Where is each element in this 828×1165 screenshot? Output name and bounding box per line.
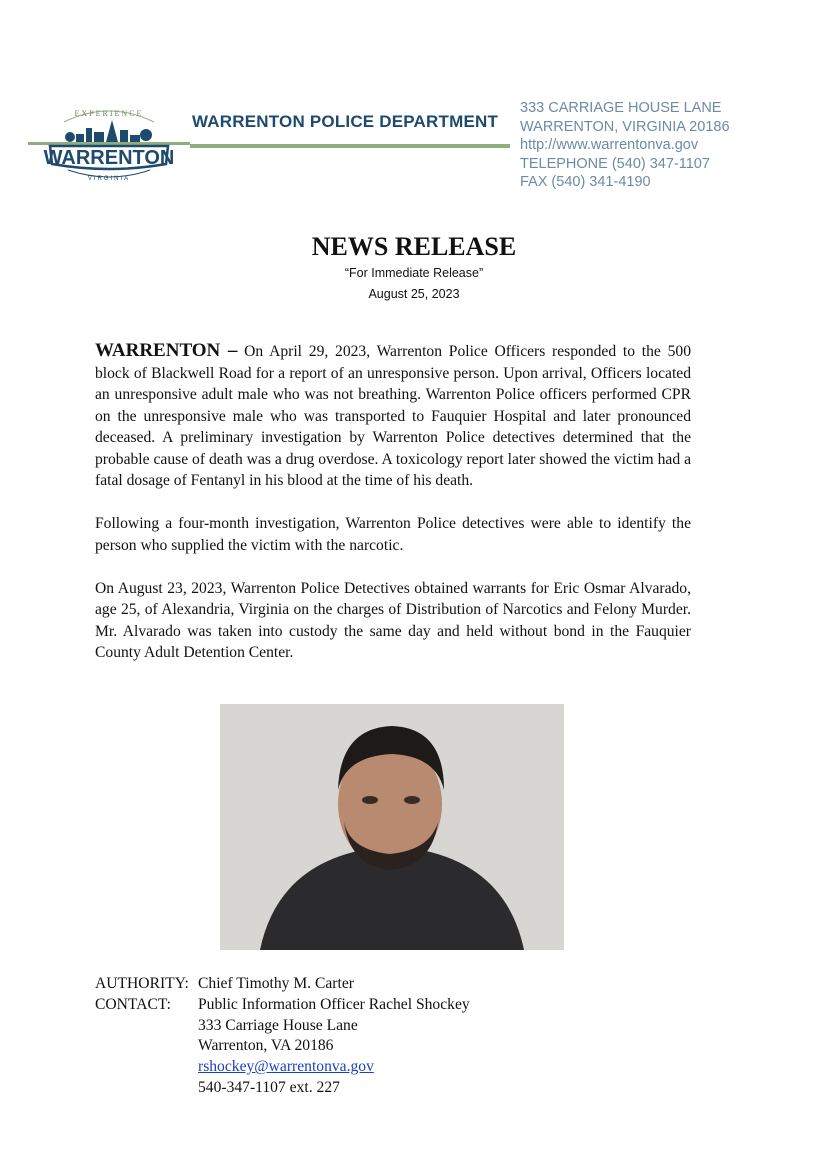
- header-contact-block: [520, 99, 730, 192]
- contact-name: Public Information Officer Rachel Shockey: [198, 995, 470, 1013]
- warrenton-logo: [28, 102, 190, 190]
- release-date: August 25, 2023: [368, 287, 460, 301]
- contact-email-row: [95, 1057, 470, 1078]
- release-body: [95, 340, 691, 685]
- contact-address-2: Warrenton, VA 20186: [198, 1037, 334, 1055]
- paragraph-2: Following a four-month investigation, Warrenton Police detectives were able to identify the person who supplied the victim with the narcotic.: [95, 515, 691, 554]
- address-line-2: WARRENTON, VIRGINIA 20186: [520, 118, 730, 135]
- paragraph-3: On August 23, 2023, Warrenton Police Detectives obtained warrants for Eric Osmar Alvarado, age 25, of Alexandria, Virginia on the charges of Distribution of Narcotics and Felony Murder. Mr. Alvarado was taken into custody the same day and held without bond in the Fauquier County Adult Detention Center.: [95, 579, 691, 661]
- logo-sub-text: VIRGINIA: [87, 176, 131, 182]
- suspect-photo: [220, 704, 564, 950]
- address-line-1: 333 CARRIAGE HOUSE LANE: [520, 100, 722, 116]
- release-title: NEWS RELEASE: [311, 232, 517, 261]
- telephone: TELEPHONE (540) 347-1107: [520, 155, 710, 172]
- contact-phone: 540-347-1107 ext. 227: [198, 1078, 340, 1096]
- authority-label: AUTHORITY:: [95, 975, 189, 992]
- dateline: WARRENTON –: [95, 340, 238, 361]
- logo-main-text: WARRENTON: [43, 147, 175, 169]
- website-link[interactable]: http://www.warrentonva.gov: [520, 137, 699, 154]
- contact-email-link[interactable]: rshockey@warrentonva.gov: [198, 1058, 374, 1076]
- paragraph-1-text: On April 29, 2023, Warrenton Police Officers responded to the 500 block of Blackwell Road for a report of an unresponsive person. Upon arrival, Officers located an unresponsive adult male who was not breathing. Warrenton Police officers performed CPR on the unresponsive male who was transported to Fauquier Hospital and later pronounced deceased. A preliminary investigation by Warrenton Police detectives determined that the probable cause of death was a drug overdose. A toxicology report later showed the victim had a fatal dosage of Fentanyl in his blood at the time of his death.: [95, 343, 691, 489]
- paragraph-1: [95, 340, 691, 492]
- authority-value: Chief Timothy M. Carter: [198, 975, 354, 992]
- logo-top-text: EXPERIENCE: [74, 109, 144, 118]
- header-divider: [190, 144, 510, 148]
- fax: FAX (540) 341-4190: [520, 174, 651, 191]
- contact-row: [95, 995, 470, 1016]
- contact-address-1: 333 Carriage House Lane: [198, 1016, 358, 1034]
- footer-contact: [95, 974, 470, 1099]
- contact-label: CONTACT:: [95, 995, 171, 1013]
- department-name: WARRENTON POLICE DEPARTMENT: [192, 112, 499, 131]
- release-subtitle: “For Immediate Release”: [344, 266, 484, 280]
- authority-row: [95, 974, 470, 995]
